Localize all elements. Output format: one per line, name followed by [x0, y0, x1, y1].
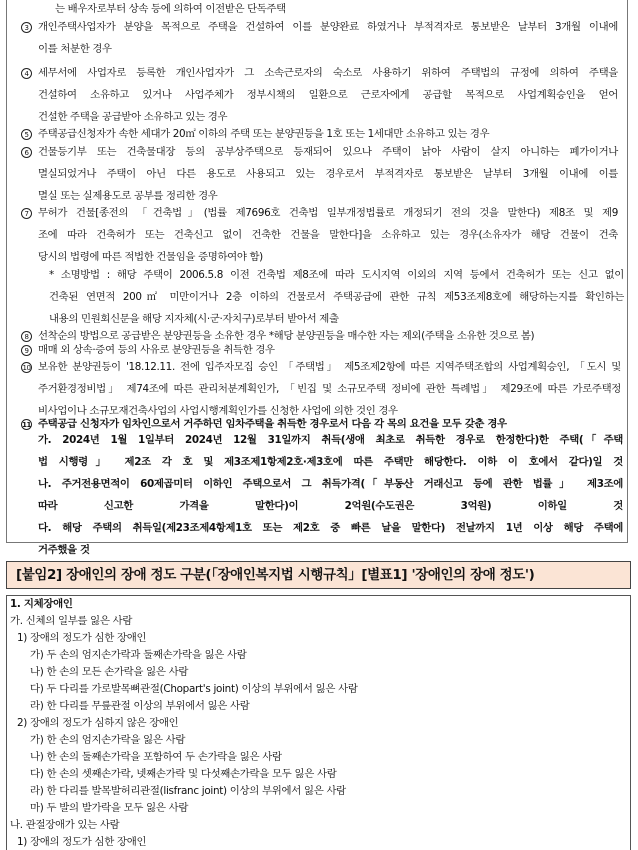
exception-line: 세무서에 사업자로 등록한 개인사업자가 그 소속근로자의 숙소로 사용하기 위하여 주택법의 규정에 의하여 주택을	[38, 67, 618, 79]
criteria-line: 가) 한 손의 엄지손가락을 잃은 사람	[30, 734, 186, 746]
exception-line: 매매 외 상속·증여 등의 사유로 분양권등을 취득한 경우	[38, 344, 275, 356]
criteria-line: 라) 한 다리를 무릎관절 이상의 부위에서 잃은 사람	[30, 700, 250, 712]
exception-line: 건축된 연면적 200㎡ 미만이거나 2층 이하의 건물로서 주택공급에 관한 규칙 제53조제8호에 해당하는지를 확인하는	[49, 291, 624, 303]
exception-line: 건설한 주택을 공급받아 소유하고 있는 경우	[38, 111, 228, 123]
exception-line: * 소명방법 : 해당 주택이 2006.5.8 이전 건축법 제8조에 따라 도시지역 이외의 지역 등에서 건축허가 또는 신고 없이	[49, 269, 624, 281]
exception-line: 조에 따라 건축허가 또는 건축신고 없이 건축한 건물을 말한다]을 소유하고 있는 경우(소유자가 해당 건물이 건축	[38, 229, 618, 241]
exception-line: 는 배우자로부터 상속 등에 의하여 이전받은 단독주택	[55, 3, 286, 15]
attachment-title: [붙임2] 장애인의 장애 정도 구분(「장애인복지법 시행규칙」[별표1] '장애인의 장애 정도')	[6, 561, 631, 589]
item-number-marker: 3	[21, 22, 32, 33]
exception-line: 선착순의 방법으로 공급받은 분양권등을 소유한 경우 *해당 분양권등을 매수한 자는 제외(주택을 소유한 것으로 봄)	[38, 330, 535, 342]
item-number-marker: 9	[21, 345, 32, 356]
criteria-line: 1) 장애의 정도가 심한 장애인	[17, 836, 147, 848]
criteria-line: 마) 두 발의 발가락을 모두 잃은 사람	[30, 802, 189, 814]
exception-line: 건설하여 소유하고 있거나 사업주체가 정부시책의 일환으로 근로자에게 공급할 목적으로 사업계획승인을 얻어	[38, 89, 618, 101]
criteria-line: 가. 신체의 일부를 잃은 사람	[10, 615, 133, 627]
item-number-marker: 10	[22, 364, 31, 372]
item-number-marker: 11	[22, 421, 31, 429]
criteria-line: 1) 장애의 정도가 심한 장애인	[17, 632, 147, 644]
criteria-line: 다) 한 손의 셋째손가락, 넷째손가락 및 다섯째손가락을 모두 잃은 사람	[30, 768, 337, 780]
item-number-marker: 6	[21, 147, 32, 158]
item-number-marker: 5	[21, 129, 32, 140]
exception-line: 따라 신고한 가격을 말한다)이 2억원(수도권은 3억원) 이하일 것	[38, 500, 623, 512]
criteria-line: 나) 한 손의 모든 손가락을 잃은 사람	[30, 666, 189, 678]
exception-line: 비사업이나 소규모재건축사업의 사업시행계획인가를 신청한 사업에 의한 것인 경우	[38, 405, 398, 417]
exception-line: 내용의 민원회신문을 해당 지자체(시·군·자치구)로부터 받아서 제출	[49, 313, 339, 325]
exception-line: 주거환경정비법」 제74조에 따른 관리처분계획인가, 「빈집 및 소규모주택 정비에 관한 특례법」 제29조에 따른 가로주택정	[38, 383, 621, 395]
exception-line: 법 시행령」 제2조 각 호 및 제3조제1항제2호·제3호에 따른 주택만 해당한다. 이하 이 호에서 같다)일 것	[38, 456, 623, 468]
exception-line: 멸실 또는 실제용도로 공부를 정리한 경우	[38, 190, 218, 202]
exception-line: 당시의 법령에 따른 적법한 건물임을 증명하여야 함)	[38, 251, 263, 263]
exception-line: 보유한 분양권등이 '18.12.11. 전에 입주자모집 승인 「주택법」 제5조제2항에 따른 지역주택조합의 사업계획승인, 「도시 및	[38, 361, 621, 373]
exception-line: 주택공급신청자가 속한 세대가 20㎡ 이하의 주택 또는 분양권등을 1호 또는 1세대만 소유하고 있는 경우	[38, 128, 490, 140]
exception-line: 거주했을 것	[38, 544, 90, 556]
criteria-line: 나. 관절장애가 있는 사람	[10, 819, 120, 831]
exception-line: 가. 2024년 1월 1일부터 2024년 12월 31일까지 취득(생애 최초로 취득한 경우로 한정한다)한 주택(「주택	[38, 434, 623, 446]
exception-line: 건물등기부 또는 건축물대장 등의 공부상주택으로 등재되어 있으나 주택이 낡아 사람이 살지 아니하는 폐가이거나	[38, 146, 618, 158]
item-number-marker: 8	[21, 331, 32, 342]
criteria-line: 가) 두 손의 엄지손가락과 둘째손가락을 잃은 사람	[30, 649, 247, 661]
criteria-line: 다) 두 다리를 가로발목뼈관절(Chopart's joint) 이상의 부위에서 잃은 사람	[30, 683, 358, 695]
exception-line: 다. 해당 주택의 취득일(제23조제4항제1호 또는 제2호 중 빠른 날을 말한다) 전날까지 1년 이상 해당 주택에	[38, 522, 623, 534]
item-number-marker: 7	[21, 208, 32, 219]
exception-line: 이를 처분한 경우	[38, 43, 112, 55]
exception-line: 나. 주거전용면적이 60제곱미터 이하인 주택으로서 그 취득가격(「부동산 거래신고 등에 관한 법률」 제3조에	[38, 478, 623, 490]
criteria-line: 나) 한 손의 둘째손가락을 포함하여 두 손가락을 잃은 사람	[30, 751, 282, 763]
exception-line: 무허가 건물[종전의 「건축법」(법률 제7696호 건축법 일부개정법률로 개정되기 전의 것을 말한다) 제8조 및 제9	[38, 207, 618, 219]
exception-line: 멸실되었거나 주택이 아닌 다른 용도로 사용되고 있는 경우로서 부적격자로 통보받은 날부터 3개월 이내에 이를	[38, 168, 618, 180]
criteria-line: 라) 한 다리를 발목발허리관절(lisfranc joint) 이상의 부위에서 잃은 사람	[30, 785, 346, 797]
criteria-line: 2) 장애의 정도가 심하지 않은 장애인	[17, 717, 179, 729]
exception-line: 개인주택사업자가 분양을 목적으로 주택을 건설하여 이를 분양완료 하였거나 부적격자로 통보받은 날부터 3개월 이내에	[38, 21, 618, 33]
criteria-line: 1. 지체장애인	[10, 598, 73, 610]
item-number-marker: 4	[21, 68, 32, 79]
exception-line: 주택공급 신청자가 임차인으로서 거주하던 임차주택을 취득한 경우로서 다음 각 목의 요건을 모두 갖춘 경우	[38, 418, 507, 430]
